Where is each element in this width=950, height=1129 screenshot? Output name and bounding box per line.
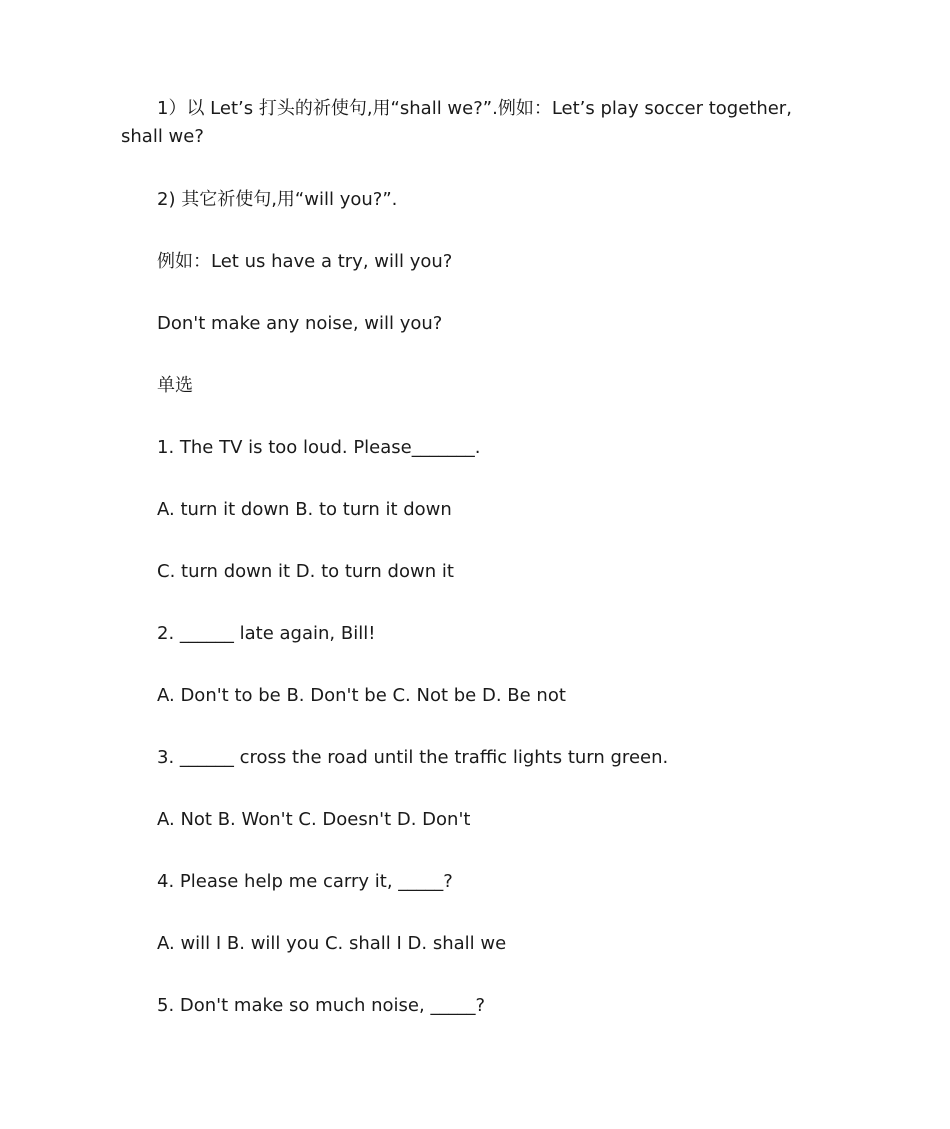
example-2-paragraph: Don't make any noise, will you? [157, 313, 443, 334]
rule-1-paragraph: 1）以 Let’s 打头的祈使句,用“shall we?”.例如：Let’s play soccer together, shall we? [121, 98, 792, 147]
example-1-paragraph: 例如：Let us have a try, will you? [157, 251, 453, 272]
question-3-options: A. Not B. Won't C. Doesn't D. Don't [157, 809, 471, 830]
question-1-options-line-1: A. turn it down B. to turn it down [157, 499, 452, 520]
question-2-options: A. Don't to be B. Don't be C. Not be D. Be not [157, 685, 566, 706]
question-3-stem: 3. ______ cross the road until the traffic lights turn green. [157, 747, 669, 768]
question-4-stem: 4. Please help me carry it, _____? [157, 871, 453, 892]
question-2-stem: 2. ______ late again, Bill! [157, 623, 376, 644]
rule-2-paragraph: 2) 其它祈使句,用“will you?”. [157, 189, 398, 210]
question-5-stem: 5. Don't make so much noise, _____? [157, 995, 485, 1016]
question-1-options-line-2: C. turn down it D. to turn down it [157, 561, 454, 582]
question-4-options: A. will I B. will you C. shall I D. shall we [157, 933, 507, 954]
question-1-stem: 1. The TV is too loud. Please_______. [157, 437, 481, 458]
section-heading: 单选 [157, 375, 193, 396]
